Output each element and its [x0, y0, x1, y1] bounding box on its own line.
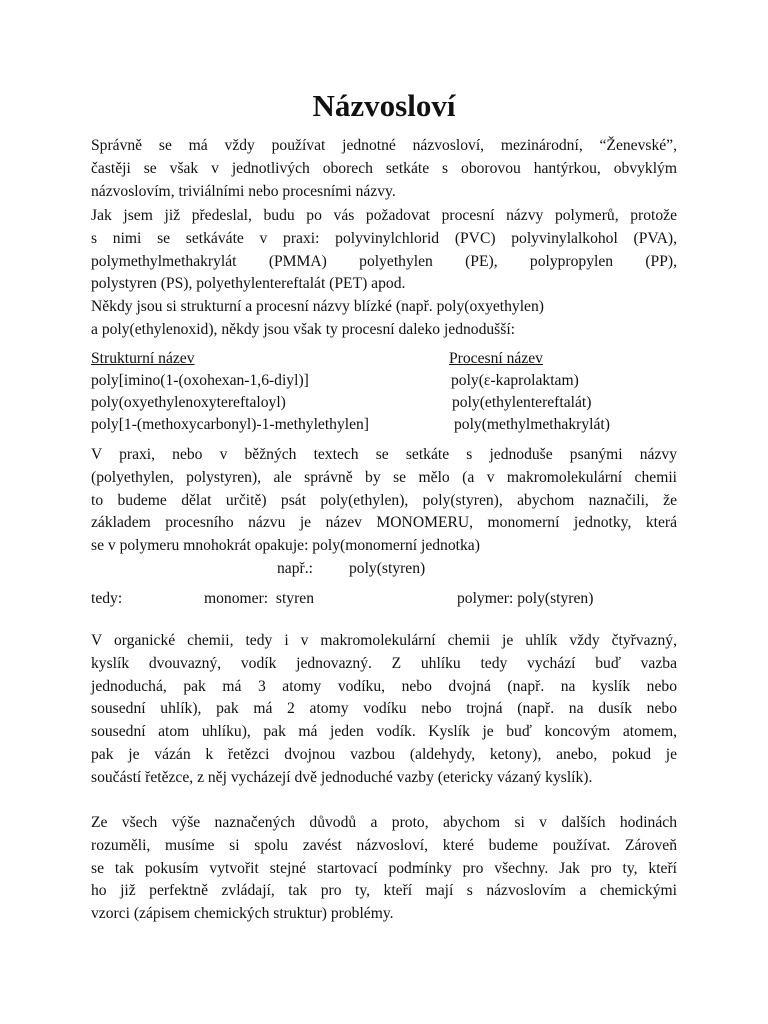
paragraph-line: ho již perfektně zvládají, tak pro ty, kteří mají s názvoslovím a chemickými	[91, 882, 677, 900]
paragraph-practice	[91, 444, 677, 558]
process-name-cell: poly(ethylentereftalát)	[452, 394, 592, 411]
paragraph-line: se tak pokusím vytvořit stejné startovací podmínky pro všechny. Jak pro ty, kteří	[91, 859, 677, 877]
paragraph-line: Jak jsem již předeslal, budu po vás požadovat procesní názvy polymerů, protože	[91, 207, 677, 224]
structural-name-cell: poly[imino(1-(oxohexan-1,6-diyl)]	[91, 372, 309, 389]
header-structural-name: Strukturní název	[91, 350, 195, 367]
paragraph-line: jednoduchá, pak má 3 atomy vodíku, nebo dvojná (např. na kyslík nebo	[91, 677, 677, 695]
paragraph-line: s nimi se setkáváte v praxi: polyvinylchlorid (PVC) polyvinylalkohol (PVA),	[91, 229, 677, 247]
paragraph-process-names	[91, 205, 677, 296]
paragraph-line: polymethylmethakrylát (PMMA) polyethylen (PE), polypropylen (PP),	[91, 252, 677, 270]
paragraph-intro	[91, 135, 677, 203]
paragraph-line: polystyren (PS), polyethylentereftalát (PET) apod.	[91, 275, 406, 293]
structural-name-cell: poly[1-(methoxycarbonyl)-1-methylethylen]	[91, 416, 369, 433]
paragraph-line: rozuměli, musíme si spolu zavést názvosloví, které budeme používat. Zároveň	[91, 836, 677, 854]
structural-name-cell: poly(oxyethylenoxytereftaloyl)	[91, 394, 286, 411]
paragraph-line: V organické chemii, tedy i v makromolekulární chemii je uhlík vždy čtyřvazný,	[91, 632, 677, 649]
tedy-word: tedy:	[91, 590, 123, 607]
paragraph-valence	[91, 630, 677, 790]
paragraph-line: vzorci (zápisem chemických struktur) problémy.	[91, 905, 394, 923]
example-value: poly(styren)	[349, 560, 426, 577]
paragraph-line: častěji se však v jednotlivých oborech setkáte s oborovou hantýrkou, obvyklým	[91, 159, 677, 177]
paragraph-line: Ze všech výše naznačených důvodů a proto, abychom si v dalších hodinách	[91, 814, 677, 831]
paragraph-line: a poly(ethylenoxid), někdy jsou však ty procesní daleko jednodušší:	[91, 320, 515, 338]
example-label: např.:	[277, 560, 313, 577]
paragraph-line: názvoslovím, triviálními nebo procesními názvy.	[91, 182, 396, 200]
paragraph-similar-names	[91, 296, 677, 342]
paragraph-line: součástí řetězce, z něj vycházejí dvě jednoduché vazby (etericky vázaný kyslík).	[91, 768, 593, 786]
paragraph-line: pak je vázán k řetězci dvojnou vazbou (aldehydy, ketony), anebo, pokud je	[91, 745, 677, 763]
paragraph-line: V praxi, nebo v běžných textech se setkáte s jednoduše psanými názvy	[91, 446, 677, 463]
paragraph-line: základem procesního názvu je název MONOMERU, monomerní jednotky, která	[91, 514, 677, 532]
paragraph-line: se v polymeru mnohokrát opakuje: poly(monomerní jednotka)	[91, 537, 480, 555]
page-title: Názvosloví	[312, 88, 456, 123]
process-name-cell: poly(methylmethakrylát)	[454, 416, 610, 433]
paragraph-line: Někdy jsou si strukturní a procesní názvy blízké (např. poly(oxyethylen)	[91, 298, 544, 315]
paragraph-line: to budeme dělat určitě) psát poly(ethylen), poly(styren), abychom naznačili, že	[91, 491, 677, 509]
paragraph-line: Správně se má vždy používat jednotné názvosloví, mezinárodní, “Ženevské”,	[91, 137, 677, 154]
paragraph-line: kyslík dvouvazný, vodík jednovazný. Z uhlíku tedy vychází buď vazba	[91, 654, 677, 672]
process-name-cell: poly(ε-kaprolaktam)	[451, 372, 579, 389]
paragraph-line: (polyethylen, polystyren), ale správně by se mělo (a v makromolekulární chemii	[91, 468, 677, 486]
paragraph-line: sousední uhlík), pak má 2 atomy vodíku nebo trojná (např. na dusík nebo	[91, 700, 677, 718]
polymer-text: polymer: poly(styren)	[457, 590, 594, 607]
header-process-name: Procesní název	[449, 350, 543, 367]
paragraph-line: sousední atom uhlíku), pak má jeden vodík. Kyslík je buď koncovým atomem,	[91, 723, 677, 741]
paragraph-conclusion	[91, 812, 677, 926]
monomer-text: monomer: styren	[204, 590, 315, 607]
